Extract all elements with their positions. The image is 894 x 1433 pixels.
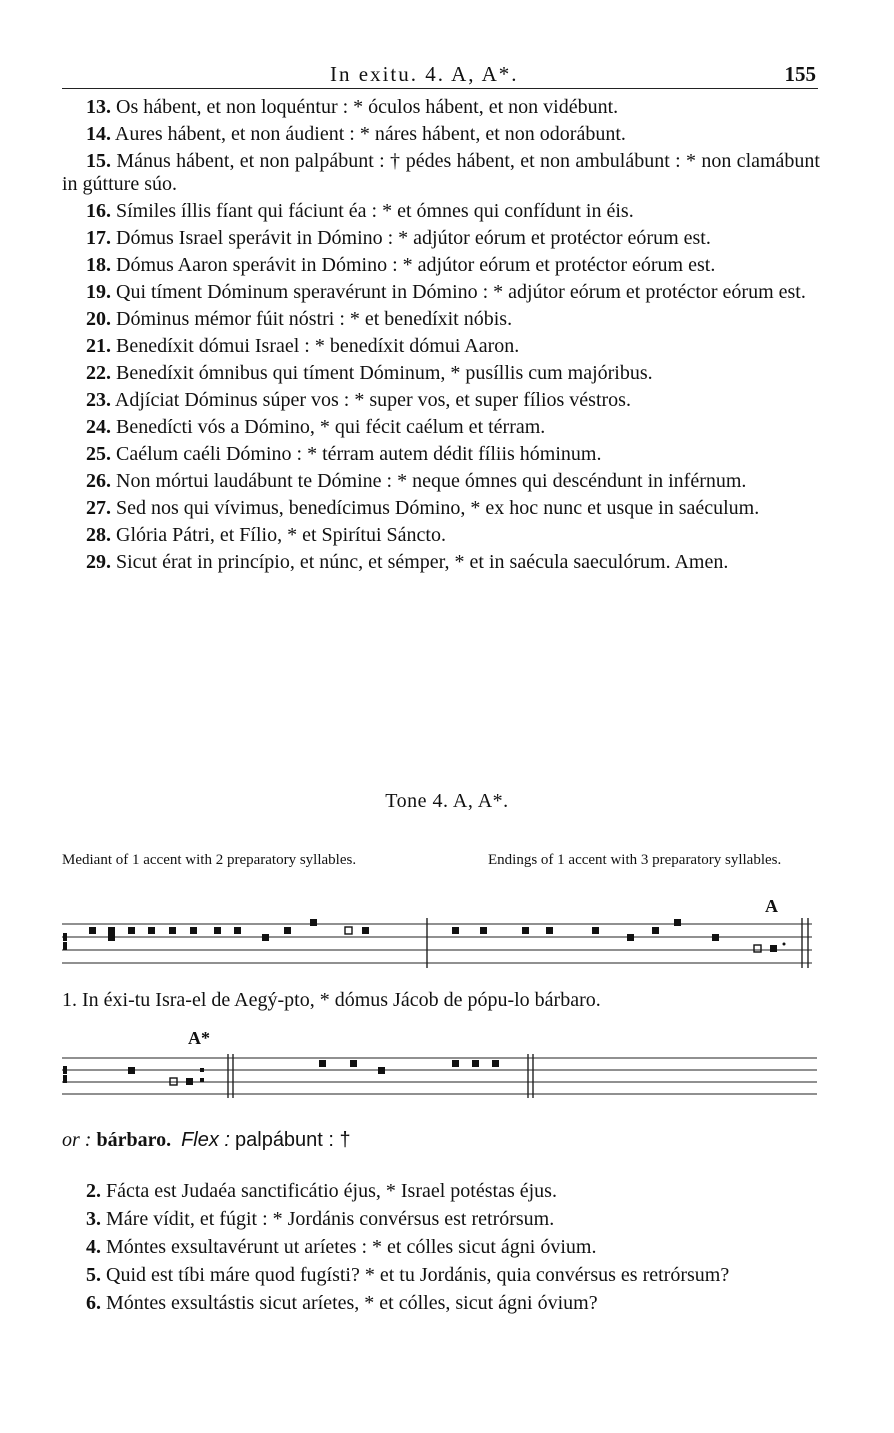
- verse-22: 22. Benedíxit ómnibus qui tíment Dóminum, * pusíllis cum majóribus.: [86, 362, 653, 384]
- c-clef-icon: [63, 933, 67, 950]
- verse-27: 27. Sed nos qui vívimus, benedícimus Dómino, * ex hoc nunc et usque in saéculum.: [86, 497, 760, 519]
- verse-23: 23. Adjíciat Dóminus súper vos : * super vos, et super fílios véstros.: [86, 389, 631, 411]
- verse-25: 25. Caélum caéli Dómino : * térram autem dédit fíliis hóminum.: [86, 443, 602, 465]
- verse-13: 13. Os hábent, et non loquéntur : * óculos hábent, et non vidébunt.: [86, 96, 619, 118]
- tone-title: Tone 4. A, A*.: [385, 790, 509, 812]
- example-verse-1: 1. In éxi-tu Isra-el de Aegý-pto, * dómus Jácob de pópu-lo bárbaro.: [62, 989, 601, 1011]
- page-number: 155: [784, 62, 816, 86]
- verse-2: 2. Fácta est Judaéa sanctificátio éjus, * Israel potéstas éjus.: [86, 1180, 557, 1202]
- verse-4: 4. Móntes exsultavérunt ut aríetes : * et cólles sicut ágni óvium.: [86, 1236, 597, 1258]
- staff-lines-2: [62, 1058, 817, 1094]
- endings-description: Endings of 1 accent with 3 preparatory syllables.: [488, 852, 782, 868]
- mediant-notes: [89, 919, 369, 941]
- verse-24: 24. Benedícti vós a Dómino, * qui fécit caélum et térram.: [86, 416, 546, 438]
- chant-staff-alternate-ending: [62, 1054, 822, 1100]
- verse-6: 6. Móntes exsultástis sicut aríetes, * et cólles, sicut ágni óvium?: [86, 1292, 598, 1314]
- verse-15: 15. Mánus hábent, et non palpábunt : † pédes hábent, et non ambulábunt : * non clamábunt in gútture súo.: [62, 150, 820, 195]
- verse-3: 3. Máre vídit, et fúgit : * Jordánis convérsus est retrórsum.: [86, 1208, 555, 1230]
- running-head: [62, 62, 818, 89]
- verse-29: 29. Sicut érat in princípio, et núnc, et sémper, * et in saécula saeculórum. Amen.: [86, 551, 729, 573]
- double-bar-a: [228, 1054, 233, 1098]
- verse-26: 26. Non mórtui laudábunt te Dómine : * neque ómnes qui descéndunt in inférnum.: [86, 470, 747, 492]
- verse-5: 5. Quid est tíbi máre quod fugísti? * et tu Jordánis, quia convérsus es retrórsum?: [86, 1264, 730, 1286]
- verse-16: 16. Símiles íllis fíant qui fáciunt éa : * et ómnes qui confídunt in éis.: [86, 200, 634, 222]
- double-bar-b: [528, 1054, 533, 1098]
- double-bar-end: [802, 918, 808, 968]
- ending-a-label: A: [765, 896, 778, 916]
- verse-21: 21. Benedíxit dómui Israel : * benedíxit dómui Aaron.: [86, 335, 520, 357]
- chant-staff-mediant-and-ending: [62, 918, 822, 970]
- verse-17: 17. Dómus Israel sperávit in Dómino : * adjútor eórum et protéctor eórum est.: [86, 227, 711, 249]
- verse-19: 19. Qui tíment Dóminum speravérunt in Dómino : * adjútor eórum et protéctor eórum est.: [86, 281, 806, 303]
- psalm-verses: [62, 96, 820, 578]
- alternate-and-flex-line: or : bárbaro. Flex : palpábunt : †: [62, 1129, 351, 1151]
- flex-notes: [319, 1060, 499, 1074]
- mediant-description: Mediant of 1 accent with 2 preparatory syllables.: [62, 852, 357, 868]
- verse-14: 14. Aures hábent, et non áudient : * náres hábent, et non odorábunt.: [86, 123, 626, 145]
- c-clef-icon-2: [63, 1066, 67, 1083]
- verse-28: 28. Glória Pátri, et Fílio, * et Spirítui Sáncto.: [86, 524, 446, 546]
- verse-20: 20. Dóminus mémor fúit nóstri : * et benedíxit nóbis.: [86, 308, 513, 330]
- verse-18: 18. Dómus Aaron sperávit in Dómino : * adjútor eórum et protéctor eórum est.: [86, 254, 716, 276]
- psalm-verses-continued: [62, 1180, 820, 1320]
- ending-astar-label: A*: [188, 1028, 210, 1048]
- running-title: In exitu. 4. A, A*.: [330, 62, 519, 86]
